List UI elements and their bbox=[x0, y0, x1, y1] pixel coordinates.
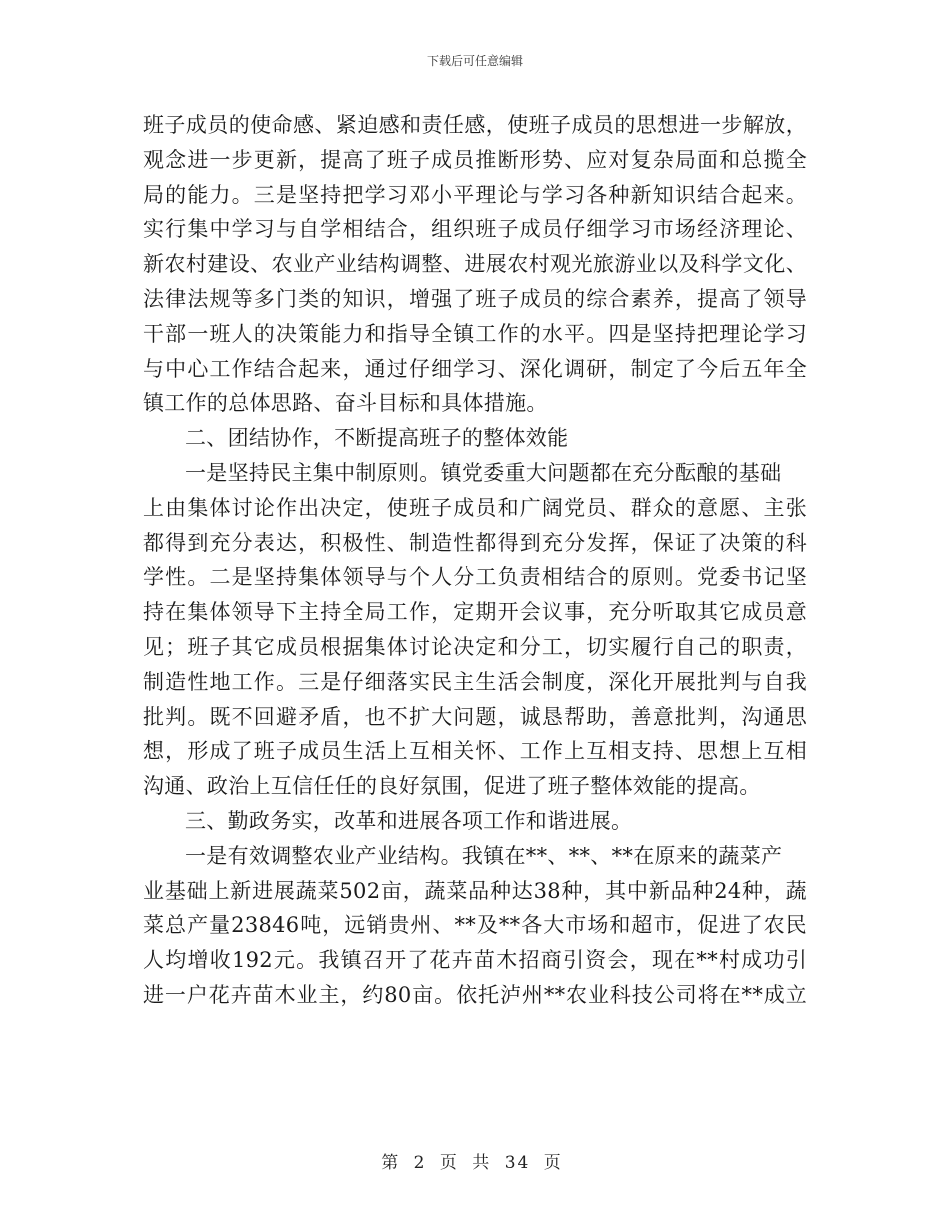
text-line: 持在集体领导下主持全局工作，定期开会议事，充分听取其它成员意 bbox=[143, 600, 807, 625]
footer-page-number: 2 bbox=[413, 1153, 427, 1173]
text-line: 实行集中学习与自学相结合，组织班子成员仔细学习市场经济理论、 bbox=[143, 217, 807, 242]
text-line: 班子成员的使命感、紧迫感和责任感，使班子成员的思想进一步解放， bbox=[143, 113, 807, 137]
text-line: 一是有效调整农业产业结构。我镇在**、**、**在原来的蔬菜产 bbox=[185, 843, 783, 868]
text-line: 沟通、政治上互信任任的良好氛围，促进了班子整体效能的提高。 bbox=[143, 774, 761, 799]
footer-page-prefix: 第 bbox=[381, 1153, 401, 1173]
page-header bbox=[0, 53, 950, 69]
footer-page-mid: 页 bbox=[439, 1153, 459, 1173]
text-line: 与中心工作结合起来，通过仔细学习、深化调研，制定了今后五年全 bbox=[143, 356, 807, 381]
section-heading: 三、勤政务实，改革和进展各项工作和谐进展。 bbox=[185, 808, 633, 833]
text-line: 制造性地工作。三是仔细落实民主生活会制度，深化开展批判与自我 bbox=[143, 669, 807, 694]
section-heading: 二、团结协作，不断提高班子的整体效能 bbox=[185, 426, 569, 451]
text-line: 局的能力。三是坚持把学习邓小平理论与学习各种新知识结合起来。 bbox=[143, 182, 807, 207]
text-line: 法律法规等多门类的知识，增强了班子成员的综合素养，提高了领导 bbox=[143, 286, 807, 311]
document-body bbox=[143, 108, 807, 1013]
text-line: 一是坚持民主集中制原则。镇党委重大问题都在充分酝酿的基础 bbox=[185, 460, 782, 485]
text-line: 菜总产量23846吨，远销贵州、**及**各大市场和超市，促进了农民 bbox=[143, 913, 807, 938]
text-line: 上由集体讨论作出决定，使班子成员和广阔党员、群众的意愿、主张 bbox=[143, 495, 807, 520]
text-line: 想，形成了班子成员生活上互相关怀、工作上互相支持、思想上互相 bbox=[143, 739, 807, 764]
text-line: 新农村建设、农业产业结构调整、进展农村观光旅游业以及科学文化、 bbox=[143, 252, 807, 277]
text-line: 都得到充分表达，积极性、制造性都得到充分发挥，保证了决策的科 bbox=[143, 530, 807, 555]
text-line: 业基础上新进展蔬菜502亩，蔬菜品种达38种，其中新品种24种，蔬 bbox=[143, 878, 807, 903]
text-line: 进一户花卉苗木业主，约80亩。依托泸州**农业科技公司将在**成立 bbox=[143, 982, 807, 1007]
header-text: 下载后可任意编辑 bbox=[426, 54, 523, 68]
text-line: 学性。二是坚持集体领导与个人分工负责相结合的原则。党委书记坚 bbox=[143, 565, 807, 590]
footer-total-label: 共 bbox=[472, 1153, 492, 1173]
page-footer bbox=[0, 1152, 950, 1174]
text-line: 干部一班人的决策能力和指导全镇工作的水平。四是坚持把理论学习 bbox=[143, 321, 807, 346]
text-line: 镇工作的总体思路、奋斗目标和具体措施。 bbox=[143, 391, 548, 416]
text-line: 见；班子其它成员根据集体讨论决定和分工，切实履行自己的职责， bbox=[143, 634, 807, 659]
footer-page-suffix: 页 bbox=[543, 1153, 563, 1173]
footer-total-pages: 34 bbox=[504, 1153, 531, 1173]
text-line: 观念进一步更新，提高了班子成员推断形势、应对复杂局面和总揽全 bbox=[143, 147, 807, 172]
text-line: 批判。既不回避矛盾，也不扩大问题，诚恳帮助，善意批判，沟通思 bbox=[143, 704, 807, 729]
text-line: 人均增收192元。我镇召开了花卉苗木招商引资会，现在**村成功引 bbox=[143, 948, 807, 973]
